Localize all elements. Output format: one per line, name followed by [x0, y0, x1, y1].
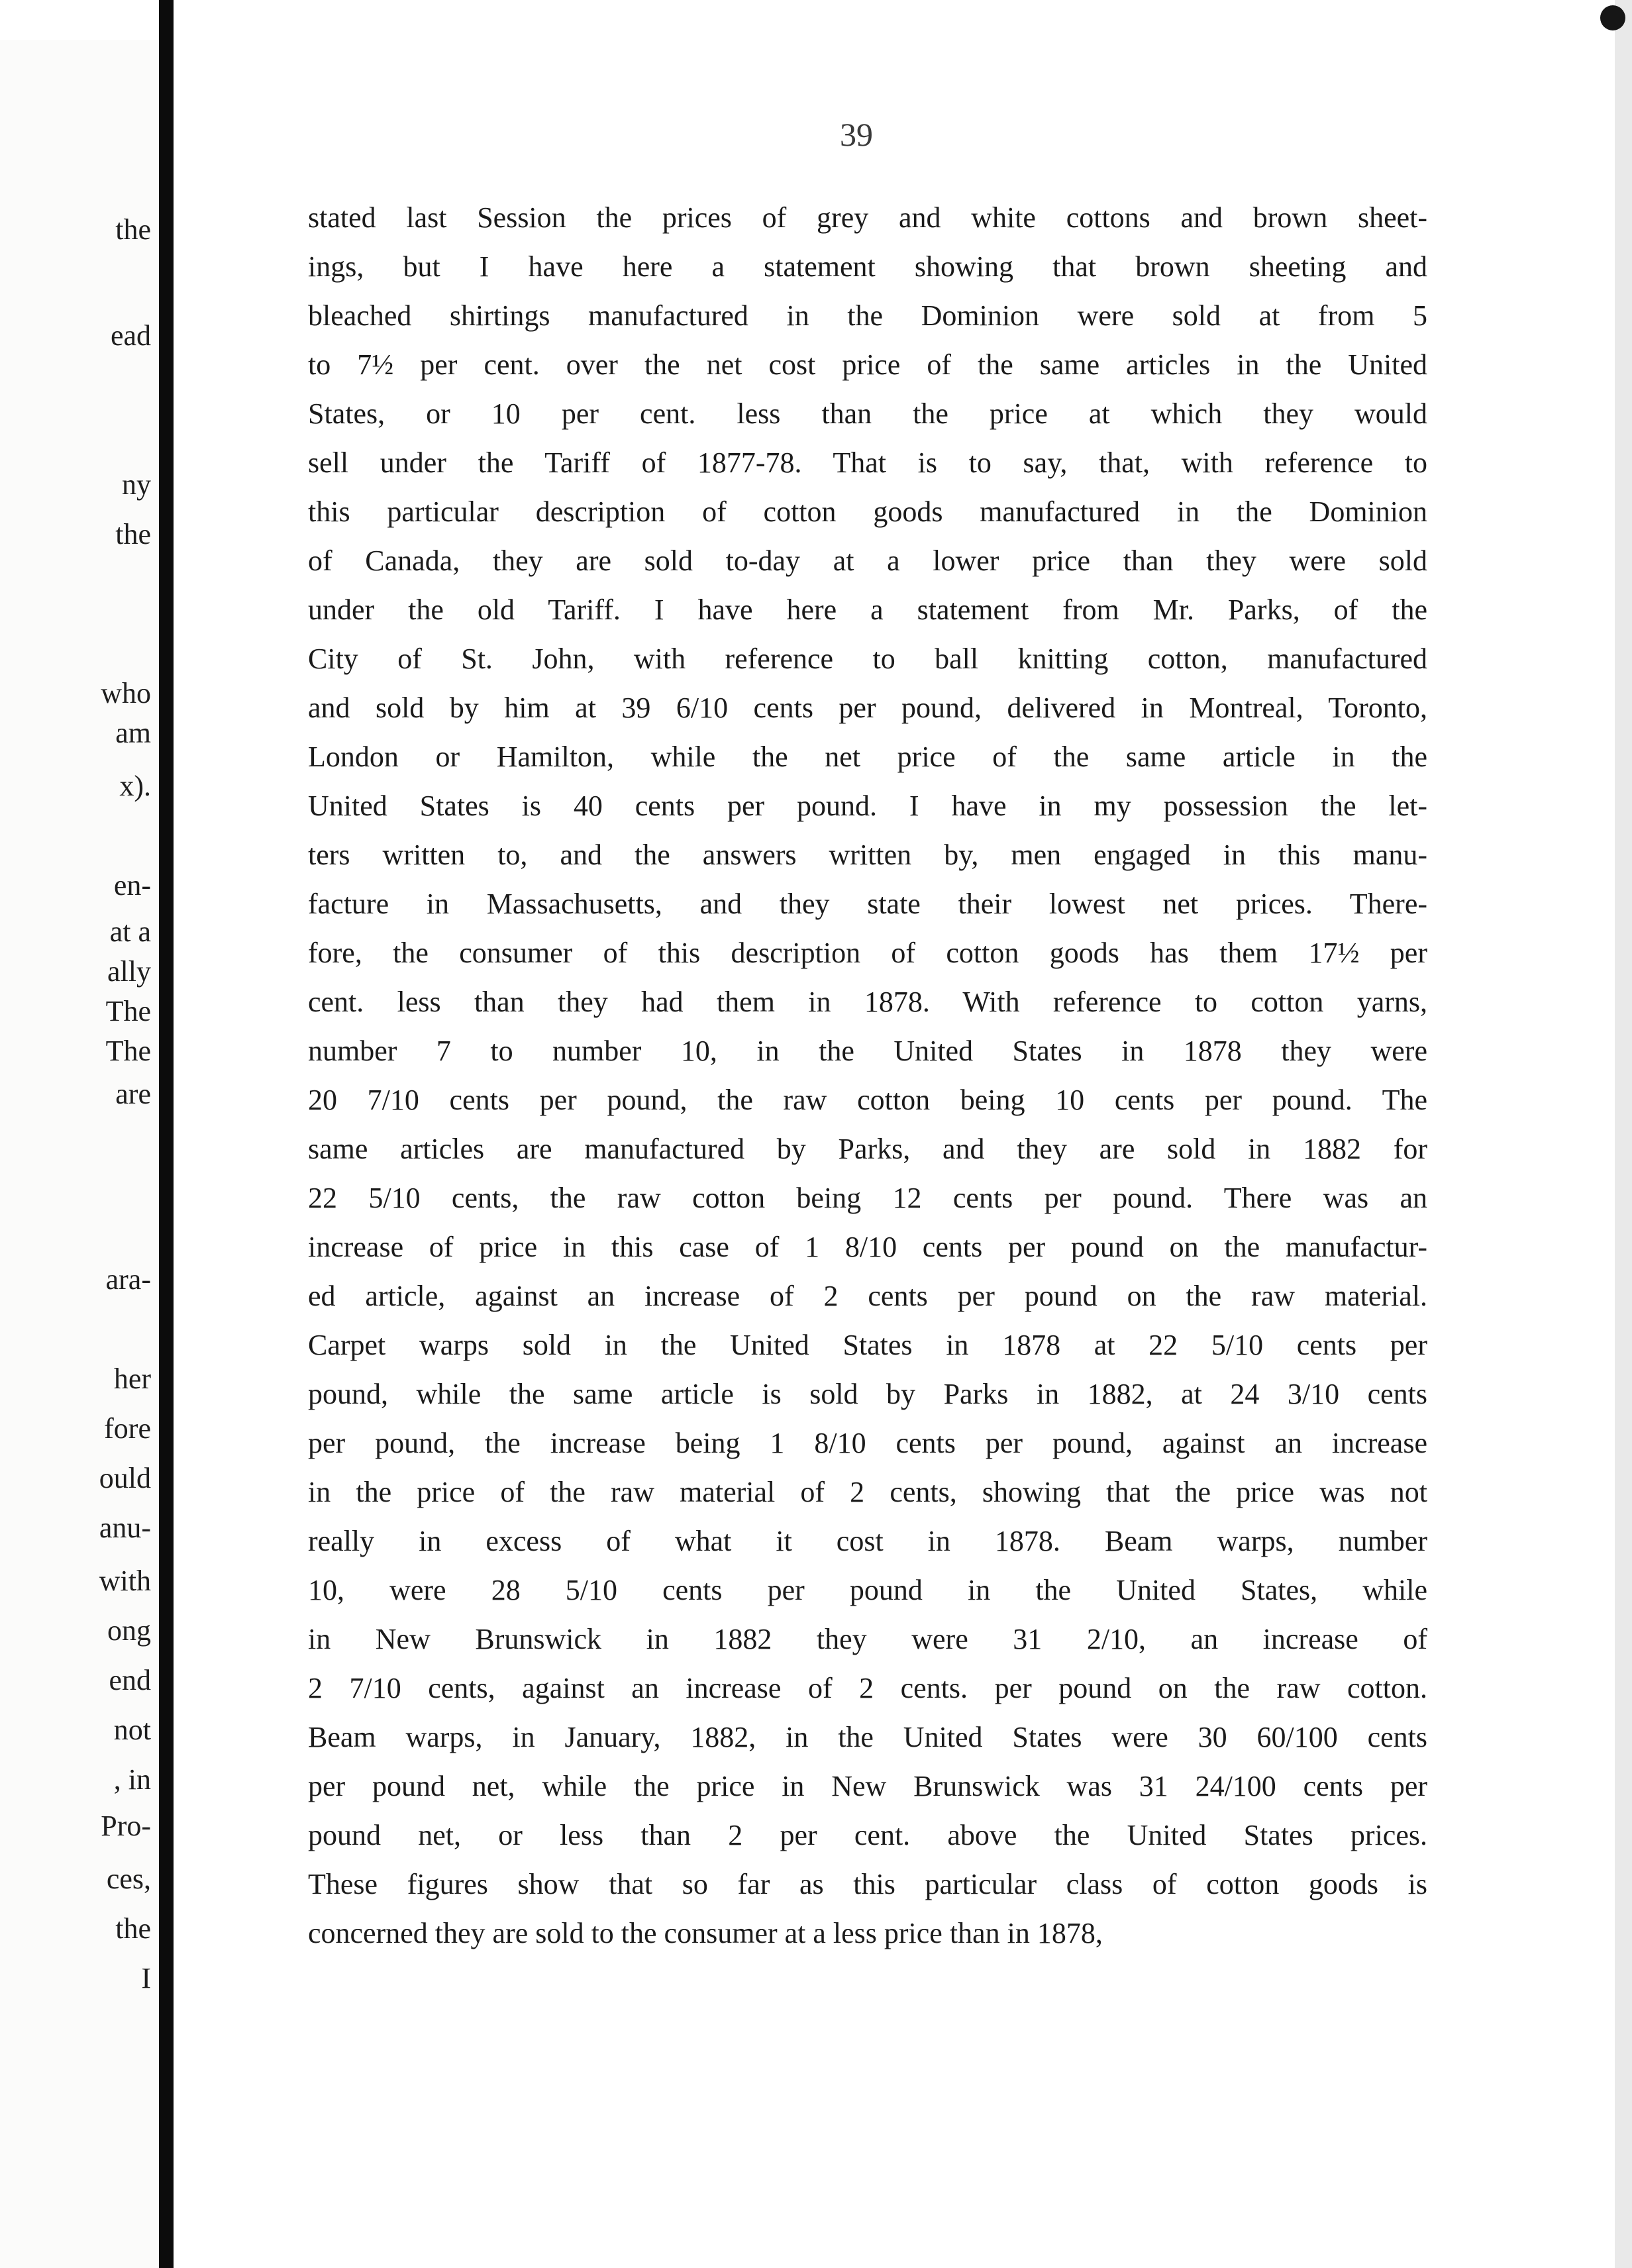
left-page-fragment: at a	[109, 915, 151, 948]
text-line: United States is 40 cents per pound. I have in my possession the let-	[308, 790, 1427, 822]
left-page-fragment: ould	[99, 1462, 151, 1494]
text-line: 22 5/10 cents, the raw cotton being 12 cents per pound. There was an	[308, 1182, 1427, 1214]
left-page-fragment: the	[115, 1912, 151, 1945]
left-page-fragment: en-	[113, 869, 151, 902]
left-page-fragment: x).	[119, 770, 151, 802]
text-line: London or Hamilton, while the net price of the same article in the	[308, 741, 1427, 773]
text-line: this particular description of cotton goods manufactured in the Dominion	[308, 495, 1427, 528]
left-page-fragment: ally	[107, 955, 151, 988]
text-line: pound, while the same article is sold by Parks in 1882, at 24 3/10 cents	[308, 1378, 1427, 1410]
left-page-fragment: with	[99, 1565, 151, 1597]
text-line: fore, the consumer of this description of cotton goods has them 17½ per	[308, 937, 1427, 969]
left-page-fragment: The	[105, 1035, 151, 1067]
left-page-fragment: the	[115, 518, 151, 550]
left-page-fragment: I	[141, 1962, 151, 1994]
left-page-fragment: , in	[113, 1763, 151, 1796]
text-line: ings, but I have here a statement showing that brown sheeting and	[308, 250, 1427, 283]
text-line: 2 7/10 cents, against an increase of 2 cents. per pound on the raw cotton.	[308, 1672, 1427, 1704]
left-page-fragment: fore	[104, 1412, 151, 1445]
text-line: sell under the Tariff of 1877-78. That is to say, that, with reference to	[308, 446, 1427, 479]
left-page-fragment: am	[115, 717, 151, 749]
text-line: number 7 to number 10, in the United States in 1878 they were	[308, 1035, 1427, 1067]
text-line: of Canada, they are sold to-day at a lower price than they were sold	[308, 544, 1427, 577]
left-facing-page	[0, 40, 159, 2268]
left-page-fragment: not	[113, 1714, 151, 1746]
text-line: in the price of the raw material of 2 cents, showing that the price was not	[308, 1476, 1427, 1508]
text-line: bleached shirtings manufactured in the Dominion were sold at from 5	[308, 299, 1427, 332]
left-page-fragment: ara-	[105, 1263, 151, 1296]
text-line: States, or 10 per cent. less than the price at which they would	[308, 397, 1427, 430]
left-page-fragment: anu-	[99, 1512, 151, 1544]
left-page-fragment: end	[109, 1664, 151, 1696]
corner-mark	[1600, 5, 1625, 30]
text-line: City of St. John, with reference to ball knitting cotton, manufactured	[308, 643, 1427, 675]
text-line: facture in Massachusetts, and they state their lowest net prices. There-	[308, 888, 1427, 920]
text-line: stated last Session the prices of grey and white cottons and brown sheet-	[308, 201, 1427, 234]
text-line: same articles are manufactured by Parks, and they are sold in 1882 for	[308, 1133, 1427, 1165]
text-line: Carpet warps sold in the United States in 1878 at 22 5/10 cents per	[308, 1329, 1427, 1361]
text-line: 10, were 28 5/10 cents per pound in the United States, while	[308, 1574, 1427, 1606]
text-line: 20 7/10 cents per pound, the raw cotton being 10 cents per pound. The	[308, 1084, 1427, 1116]
left-page-fragment: Pro-	[101, 1810, 151, 1842]
page-number: 39	[840, 116, 873, 153]
left-page-fragment: her	[113, 1363, 151, 1395]
text-line: increase of price in this case of 1 8/10 cents per pound on the manufactur-	[308, 1231, 1427, 1263]
text-line: in New Brunswick in 1882 they were 31 2/10, an increase of	[308, 1623, 1427, 1655]
left-page-fragment: who	[101, 677, 151, 709]
text-line: pound net, or less than 2 per cent. above the United States prices.	[308, 1819, 1427, 1851]
left-page-fragment: ong	[107, 1614, 151, 1647]
text-line: cent. less than they had them in 1878. With reference to cotton yarns,	[308, 986, 1427, 1018]
left-page-fragment: ead	[110, 319, 151, 352]
left-page-fragment: the	[115, 213, 151, 246]
text-line: really in excess of what it cost in 1878. Beam warps, number	[308, 1525, 1427, 1557]
text-line: to 7½ per cent. over the net cost price of the same articles in the United	[308, 348, 1427, 381]
text-line: Beam warps, in January, 1882, in the United States were 30 60/100 cents	[308, 1721, 1427, 1753]
text-line: per pound net, while the price in New Brunswick was 31 24/100 cents per	[308, 1770, 1427, 1802]
text-line: under the old Tariff. I have here a statement from Mr. Parks, of the	[308, 593, 1427, 626]
book-gutter	[159, 0, 174, 2268]
left-page-fragment: ces,	[106, 1863, 151, 1895]
text-line: concerned they are sold to the consumer at a less price than in 1878,	[308, 1917, 1103, 1949]
text-line: These figures show that so far as this particular class of cotton goods is	[308, 1868, 1427, 1900]
body-text	[308, 193, 1427, 1958]
text-line: per pound, the increase being 1 8/10 cents per pound, against an increase	[308, 1427, 1427, 1459]
text-line: ed article, against an increase of 2 cents per pound on the raw material.	[308, 1280, 1427, 1312]
left-page-fragment: are	[115, 1078, 151, 1110]
left-page-fragment: ny	[122, 468, 151, 501]
page-right-edge	[1615, 0, 1632, 2268]
text-line: and sold by him at 39 6/10 cents per pound, delivered in Montreal, Toronto,	[308, 692, 1427, 724]
left-page-fragment: The	[105, 995, 151, 1027]
text-line: ters written to, and the answers written by, men engaged in this manu-	[308, 839, 1427, 871]
